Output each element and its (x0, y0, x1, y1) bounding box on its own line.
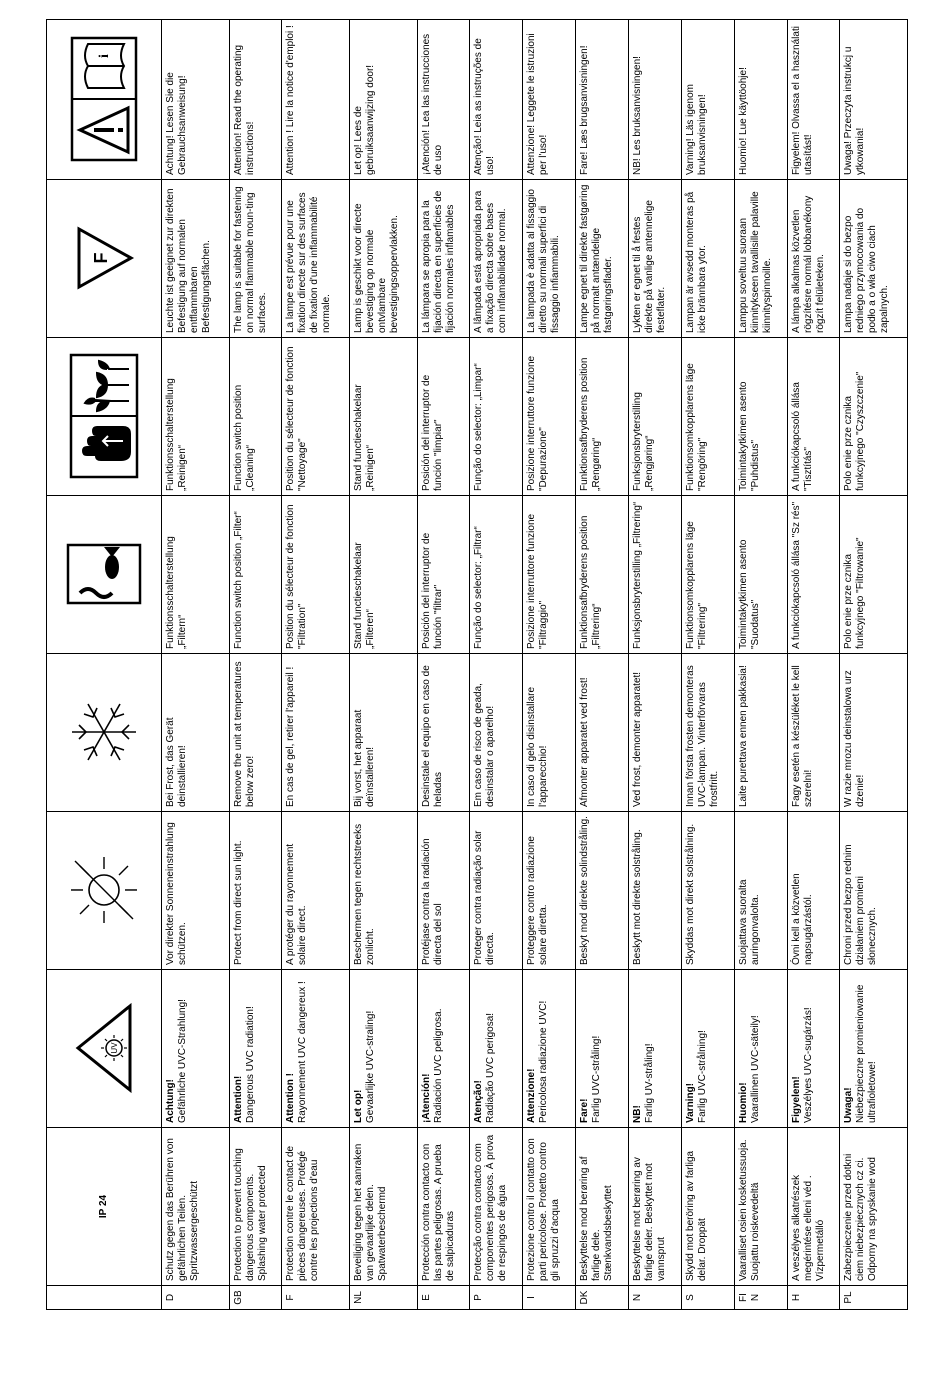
language-code: S (681, 1286, 734, 1310)
language-code: N (629, 1286, 682, 1310)
mounting-surface-text: La lampada è adatta al fissaggio diretto su normali superfici di fissaggio infiammabili. (523, 180, 576, 338)
read-manual-text: Attention! Read the operating instructions! (229, 20, 282, 180)
cleaning-position-text: A funkciókapcsoló állása "Tisztítás" (787, 338, 840, 496)
ip-protection-text: Beskyttelse mod berøring af farlige dele. Stænkvandsbeskyttet (576, 1128, 629, 1286)
info-letter: i (97, 54, 112, 59)
language-code: GB (229, 1286, 282, 1310)
mounting-surface-text: Lamppu soveltuu suoraan kiinnitykseen tavallisille palaville kiinnityspinnoille. (734, 180, 787, 338)
uv-warning-text (229, 970, 282, 1128)
ip-protection-text: Beveiliging tegen het aanraken van gevaarlijke delen. Spatwaterbeschermd (350, 1128, 418, 1286)
read-manual-text: Figyelem! Olvassa el a használati utasítást! (787, 20, 840, 180)
filter-position-text: Função do selector: „Filtrar“ (470, 496, 523, 654)
filter-position-text: Stand functieschakelaar „Filteren“ (350, 496, 418, 654)
cleaning-position-text: Function switch position „Cleaning“ (229, 338, 282, 496)
header-row (47, 20, 162, 1310)
filter-position-text: A funkciókapcsoló állása "Sz rés" (787, 496, 840, 654)
ip-protection-text: Protezione contro il contatto con parti pericolose. Protetto contro gli spruzzi d'acqua (523, 1128, 576, 1286)
language-code: P (470, 1286, 523, 1310)
language-row (470, 20, 523, 1310)
ip-protection-text: Zabezpieczenie przed dotkni ciem niebezpiecznych cz ci. Odporny na spryskanie wod (840, 1128, 908, 1286)
filter-position-text: Position du sélecteur de fonction "Filtration" (282, 496, 350, 654)
uv-text: UV (110, 1042, 119, 1055)
ip-protection-text: A veszélyes alkatrészek megérintése elleni véd . Vízpermetálló (787, 1128, 840, 1286)
frost-text: W razie mrozu deinstalowa urz dzenie! (840, 654, 908, 812)
filter-position-text: Function switch position „Filter“ (229, 496, 282, 654)
uv-warning-body: Gefährliche UVC-Strahlung! (177, 999, 188, 1123)
cleaning-position-text: Funktionsschalterstellung „Reinigen“ (162, 338, 230, 496)
language-code: FIN (734, 1286, 787, 1310)
frost-text: En cas de gel, retirer l'appareil ! (282, 654, 350, 812)
language-code: H (787, 1286, 840, 1310)
read-manual-text: Attention ! Lire la notice d'emploi ! (282, 20, 350, 180)
language-row (840, 20, 908, 1310)
sun-protection-text: Beschermen tegen rechtstreeks zonlicht. (350, 812, 418, 970)
uv-warning-body: Veszélyes UVC-sugárzás! (802, 1007, 814, 1123)
mounting-surface-text: A lámpa alkalmas közvetlen rögzítésre normál lobbanékony rögzít felületeken. (787, 180, 840, 338)
uv-warning-title: NB! (632, 1105, 643, 1123)
mounting-surface-text: Lampa nadaje si do bezpo redniego przymocowania do podło a o wła ciwo ciach zapalnych. (840, 180, 908, 338)
ip-protection-text: Beskyttelse mot berøring av farlige deler. Beskyttet mot vannsprut (629, 1128, 682, 1286)
filter-position-text: Posizione interruttore funzione "Filtraggio" (523, 496, 576, 654)
filter-position-text: Funktionsomkopplarens läge "Filtrering" (681, 496, 734, 654)
cleaning-position-text: Toimintakytkimen asento "Puhdistus" (734, 338, 787, 496)
mounting-surface-text: Lamp is geschikt voor directe bevestiging op normale ontvlambare bevestigingsoppervlakken. (350, 180, 418, 338)
cleaning-position-text: Position du sélecteur de fonction "Nettoyage" (282, 338, 350, 496)
sun-protection-text: Proteger contra radiação solar directa. (470, 812, 523, 970)
language-row (350, 20, 418, 1310)
filter-position-text: Funksjonsbryterstilling „Filtrering“ (629, 496, 682, 654)
uv-warning-body: Vaarallinen UVC-säteily! (749, 1015, 761, 1123)
uv-warning-text (470, 970, 523, 1128)
uv-warning-title: Huomio! (737, 1082, 749, 1123)
language-code: D (162, 1286, 230, 1310)
uv-warning-title: Varning! (684, 1082, 696, 1123)
sun-protection-text: Chroni przed bezpo rednim działaniem promieni słonecznych. (840, 812, 908, 970)
uv-warning-text (840, 970, 908, 1128)
warning-read-manual-icon (47, 20, 162, 180)
sun-protection-text: A protéger du rayonnement solaire direct. (282, 812, 350, 970)
sun-protection-text: Protéjase contra la radiación directa del sol (417, 812, 470, 970)
language-row (576, 20, 629, 1310)
read-manual-text: Fare! Læs brugsanvisningen! (576, 20, 629, 180)
cleaning-hand-plants-icon (47, 338, 162, 496)
filter-position-text: Posición del interruptor de función "filtrar" (417, 496, 470, 654)
read-manual-text: Atenção! Leia as instruções de uso! (470, 20, 523, 180)
symbol-legend-table (46, 19, 908, 1310)
language-code: PL (840, 1286, 908, 1310)
mounting-surface-text: La lámpara se apropia para la fijación directa en superficies de fijación normales inflamables (417, 180, 470, 338)
uv-warning-text (681, 970, 734, 1128)
uv-warning-body: Rayonnement UVC dangereux ! (297, 981, 309, 1123)
language-code: NL (350, 1286, 418, 1310)
uv-warning-text (350, 970, 418, 1128)
language-row (629, 20, 682, 1310)
uv-warning-title: Atenção! (473, 1080, 485, 1123)
ip-protection-text: Protección contra contacto con las partes peligrosas. A prueba de salpicaduras (417, 1128, 470, 1286)
uv-warning-text (282, 970, 350, 1128)
read-manual-text: Huomio! Lue käyttöohje! (734, 20, 787, 180)
uv-warning-text (162, 970, 230, 1128)
uv-warning-body: Farlig UV-stråling! (644, 1043, 655, 1123)
uv-warning-triangle-icon (47, 970, 162, 1128)
uv-warning-body: Niebezpieczne promieniowanie ultrafioletowe! (855, 984, 879, 1123)
uv-warning-body: Farlig UVC-strålning! (696, 1030, 708, 1123)
sun-protection-text: Skyddas mot direkt solstrålning. (681, 812, 734, 970)
uv-warning-title: Figyelem! (790, 1076, 802, 1123)
language-row (681, 20, 734, 1310)
ip-protection-text: Protection to prevent touching dangerous components. Splashing water protected (229, 1128, 282, 1286)
frost-text: Em caso de risco de geada, desinstalar o aparelho! (470, 654, 523, 812)
language-row (734, 20, 787, 1310)
ip-protection-text: Skydd mot beröring av farliga delar. Droppät (681, 1128, 734, 1286)
uv-warning-text (734, 970, 787, 1128)
uv-warning-body: Farlig UVC-stråling! (591, 1035, 603, 1123)
read-manual-text: NB! Les bruksanvisningen! (629, 20, 682, 180)
language-row (523, 20, 576, 1310)
frost-text: Remove the unit at temperatures below zero! (229, 654, 282, 812)
language-row (417, 20, 470, 1310)
sun-protection-text: Proteggere contro radiazione solare diretta. (523, 812, 576, 970)
mounting-surface-text: Lykten er egnet til å festes direkte på vanlige antennelige festeflater. (629, 180, 682, 338)
ip-protection-text: Vaaralliset osien kosketussuoja. Suojattu roiskevedeltä (734, 1128, 787, 1286)
frost-text: Desinstale el equipo en caso de heladas (417, 654, 470, 812)
frost-text: Innan första frosten demonteras UVC-lampan. Vinterförvaras frostfritt. (681, 654, 734, 812)
language-row (282, 20, 350, 1310)
cleaning-position-text: Funktionsafbryderens position „Rengøring“ (576, 338, 629, 496)
ip-protection-text: Protecção contra contacto com componentes perigosos. À prova de respingos de água (470, 1128, 523, 1286)
uv-warning-title: Let op! (353, 1089, 365, 1123)
uv-warning-text (576, 970, 629, 1128)
sun-protection-text: Beskyt mod direkte solindstråling. (576, 812, 629, 970)
frost-text: Bei Frost, das Gerät deinstallieren! (162, 654, 230, 812)
uv-warning-body: Pericolosa radiazione UVC! (538, 1000, 550, 1123)
ip-rating-label: IP 24 (47, 1128, 162, 1286)
no-sun-icon (47, 812, 162, 970)
filter-position-text: Funktionsschalterstellung „Filtern“ (162, 496, 230, 654)
uv-warning-title: Fare! (579, 1098, 591, 1123)
filter-position-text: Funktionsafbryderens position „Filtrering“ (576, 496, 629, 654)
frost-text: Afmonter apparatet ved frost! (576, 654, 629, 812)
uv-warning-body: Radiação UVC perigosa! (485, 1012, 497, 1123)
frost-text: Laite purettava ennen pakkasia! (734, 654, 787, 812)
uv-warning-text (629, 970, 682, 1128)
frost-text: Bij vorst, het apparaat deïnstalleren! (350, 654, 418, 812)
mounting-surface-text: Lampan är avsedd monteras på icke brännbara ytor. (681, 180, 734, 338)
mounting-surface-text: Lampe egnet til direkte fastgøring på normalt antændelige fastgøringsflader. (576, 180, 629, 338)
filter-position-text: Toimintakytkimen asento "Suodatus" (734, 496, 787, 654)
read-manual-text: Let op! Lees de gebruiksaanwijzing door! (350, 20, 418, 180)
f-letter: F (91, 253, 111, 264)
uv-warning-title: Attenzione! (526, 1068, 538, 1123)
mounting-surface-text: The lamp is suitable for fastening on normal flammable moun-ting surfaces. (229, 180, 282, 338)
cleaning-position-text: Polo enie prze cznika funkcyjnego "Czyszczenie" (840, 338, 908, 496)
uv-warning-text (787, 970, 840, 1128)
frost-text: In caso di gelo disinstallare l'apparecchio! (523, 654, 576, 812)
uv-warning-text (523, 970, 576, 1128)
cleaning-position-text: Função do selector: „Limpar“ (470, 338, 523, 496)
uv-warning-text (417, 970, 470, 1128)
read-manual-text: Attenzione! Leggete le istruzioni per l'uso! (523, 20, 576, 180)
f-flammable-mounting-icon (47, 180, 162, 338)
language-code: E (417, 1286, 470, 1310)
read-manual-text: Achtung! Lesen Sie die Gebrauchsanweisung! (162, 20, 230, 180)
ip-protection-text: Schutz gegen das Berühren von gefährlichen Teilen. Spritzwassergeschützt (162, 1128, 230, 1286)
read-manual-text: Uwaga! Przeczyta instrukcj u ytkowania! (840, 20, 908, 180)
language-row (162, 20, 230, 1310)
read-manual-text: ¡Atención! Lea las instrucciones de uso (417, 20, 470, 180)
sun-protection-text: Protect from direct sun light. (229, 812, 282, 970)
filter-fish-icon (47, 496, 162, 654)
language-row (787, 20, 840, 1310)
mounting-surface-text: Leuchte ist geeignet zur direkten Befestigung auf normalen entflammbaren Befestigungsflächen. (162, 180, 230, 338)
ip-protection-text: Protection contre le contact de pièces dangereuses. Protégé contre les projections d'eau (282, 1128, 350, 1286)
uv-warning-title: Attention ! (285, 1073, 297, 1123)
uv-warning-body: Radiación UVC peligrosa. (432, 1008, 444, 1123)
frost-snowflake-icon (47, 654, 162, 812)
language-row (229, 20, 282, 1310)
sun-protection-text: Beskytt mot direkte solstråling. (629, 812, 682, 970)
language-code: F (282, 1286, 350, 1310)
cleaning-position-text: Funktionsomkopplarens läge "Rengöring" (681, 338, 734, 496)
cleaning-position-text: Posizione interruttore funzione "Depurazione" (523, 338, 576, 496)
cleaning-position-text: Stand functieschakelaar „Reinigen“ (350, 338, 418, 496)
uv-warning-title: Achtung! (165, 1079, 176, 1123)
mounting-surface-text: A lâmpada está apropriada para a fixação directa sobre bases com inflamabilidade normal. (470, 180, 523, 338)
language-code: DK (576, 1286, 629, 1310)
mounting-surface-text: La lampe est prévue pour une fixation directe sur des surfaces de fixation d'une inflammabilité normale. (282, 180, 350, 338)
read-manual-text: Varning! Läs igenom bruksanvisningen! (681, 20, 734, 180)
uv-warning-title: Attention! (232, 1075, 244, 1123)
uv-warning-title: ¡Atención! (420, 1073, 432, 1123)
header-corner (47, 1286, 162, 1310)
frost-text: Fagy esetén a készüléket le kell szerelni! (787, 654, 840, 812)
sun-protection-text: Suojattava suoralta auringonvalolta. (734, 812, 787, 970)
cleaning-position-text: Posición del interruptor de función "limpiar" (417, 338, 470, 496)
sun-protection-text: Óvni kell a közvetlen napsugárzástól. (787, 812, 840, 970)
frost-text: Ved frost, demonter apparatet! (629, 654, 682, 812)
filter-position-text: Polo enie prze cznika funkcyjnego "Filtrowanie" (840, 496, 908, 654)
language-code: I (523, 1286, 576, 1310)
uv-warning-body: Dangerous UVC radiation! (244, 1006, 256, 1123)
cleaning-position-text: Funksjonsbryterstilling „Rengjøring“ (629, 338, 682, 496)
uv-warning-body: Gevaarlijke UVC-straling! (365, 1010, 377, 1123)
sun-protection-text: Vor direkter Sonneneinstrahlung schützen. (162, 812, 230, 970)
uv-warning-title: Uwaga! (843, 1087, 855, 1123)
